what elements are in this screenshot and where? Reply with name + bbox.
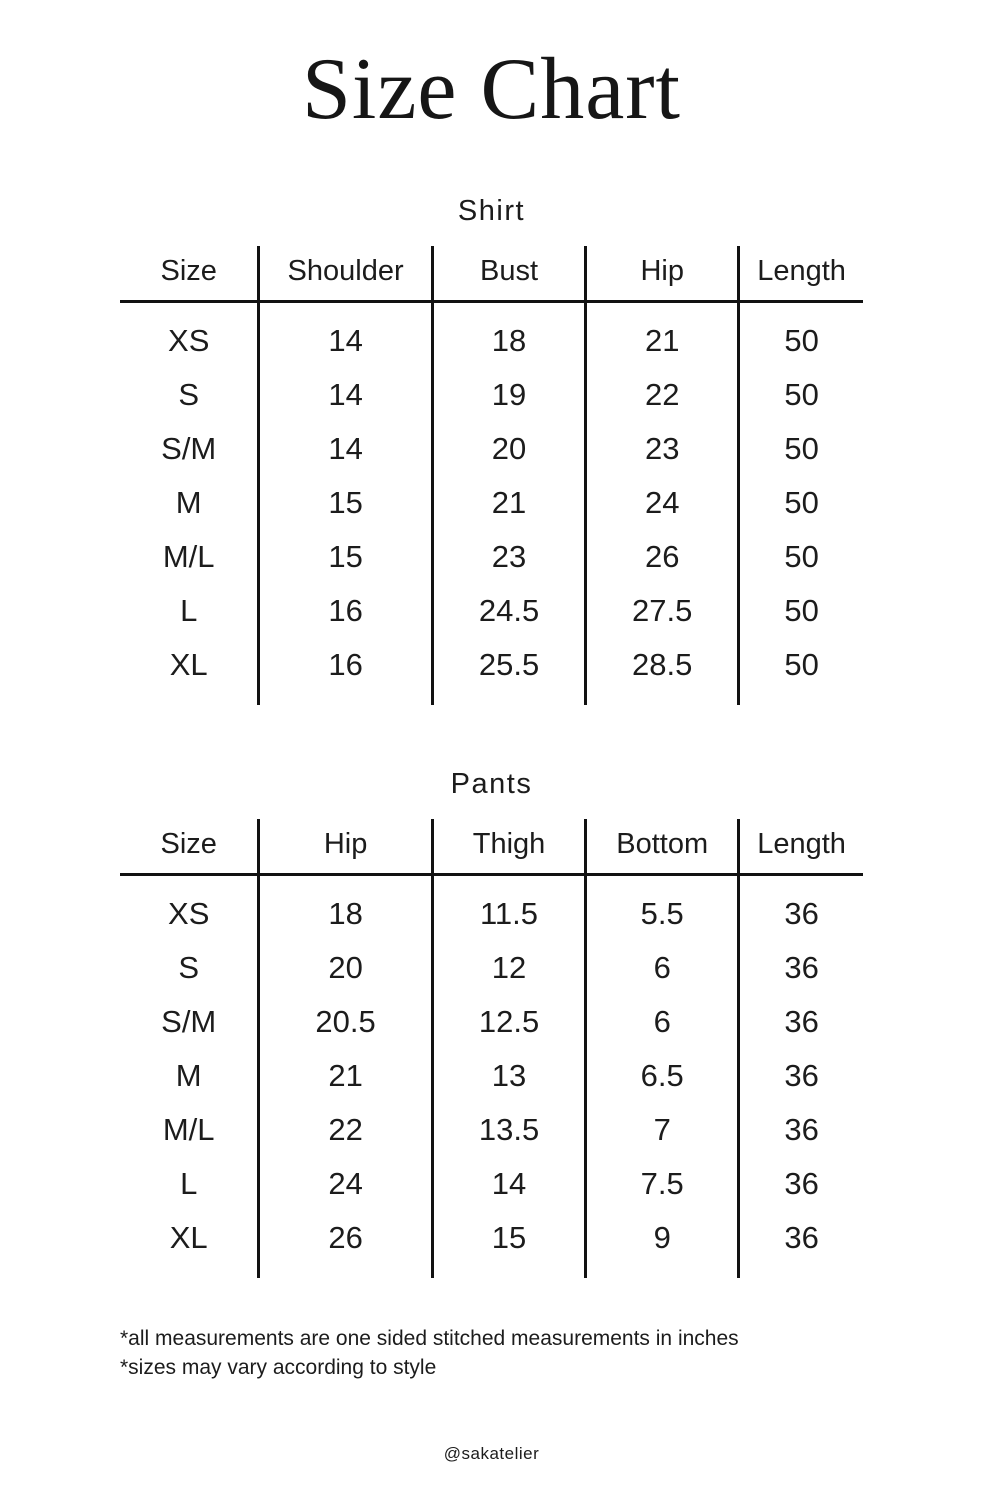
table-row	[120, 476, 863, 530]
table-row	[120, 1157, 863, 1211]
table-cell: 36	[739, 875, 863, 942]
table-cell: S/M	[161, 1004, 217, 1039]
table-cell: 15	[432, 1211, 586, 1278]
table-cell: 24	[586, 476, 739, 530]
column-header: Bust	[432, 246, 586, 302]
table-cell: 7	[586, 1103, 739, 1157]
table-cell: 5.5	[586, 875, 739, 942]
shirt-section-label: Shirt	[457, 195, 526, 227]
table-cell: 36	[739, 1211, 863, 1278]
table-cell: 50	[739, 302, 863, 369]
page-title: Size Chart	[301, 41, 681, 138]
table-cell: 28.5	[586, 638, 739, 705]
table-cell: 50	[739, 638, 863, 705]
table-cell: 27.5	[586, 584, 739, 638]
column-header: Thigh	[432, 819, 586, 875]
table-row	[120, 422, 863, 476]
table-cell: 15	[259, 530, 432, 584]
table-cell: S/M	[161, 431, 217, 466]
column-header: Hip	[259, 819, 432, 875]
table-cell: 24	[259, 1157, 432, 1211]
table-cell: L	[180, 1166, 198, 1201]
table-cell: 14	[259, 368, 432, 422]
table-row	[120, 941, 863, 995]
table-cell: 26	[586, 530, 739, 584]
table-row	[120, 368, 863, 422]
table-cell: 11.5	[432, 875, 586, 942]
table-cell: 14	[432, 1157, 586, 1211]
column-header: Size	[160, 255, 217, 287]
table-row	[120, 638, 863, 705]
table-row	[120, 1103, 863, 1157]
table-cell: 20.5	[259, 995, 432, 1049]
table-cell: 12	[432, 941, 586, 995]
column-header: Size	[160, 828, 217, 860]
column-header: Shoulder	[259, 246, 432, 302]
table-cell: XS	[168, 323, 210, 358]
table-row	[120, 875, 863, 942]
table-cell: 12.5	[432, 995, 586, 1049]
table-cell: XS	[168, 896, 210, 931]
table-cell: M/L	[162, 1112, 215, 1147]
footnotes	[0, 1324, 983, 1382]
table-row	[120, 995, 863, 1049]
footnote-sizes-vary: *sizes may vary according to style	[120, 1356, 437, 1379]
table-cell: 50	[739, 584, 863, 638]
table-cell: 22	[259, 1103, 432, 1157]
table-row	[120, 1049, 863, 1103]
table-cell: 13.5	[432, 1103, 586, 1157]
table-cell: 36	[739, 1103, 863, 1157]
table-cell: S	[178, 950, 200, 985]
header-row	[120, 246, 863, 302]
table-cell: 6	[586, 995, 739, 1049]
table-cell: S	[178, 377, 200, 412]
table-cell: 20	[259, 941, 432, 995]
table-cell: 50	[739, 368, 863, 422]
table-row	[120, 1211, 863, 1278]
table-cell: 21	[432, 476, 586, 530]
table-cell: 13	[432, 1049, 586, 1103]
column-header: Hip	[586, 246, 739, 302]
table-row	[120, 584, 863, 638]
table-cell: 21	[586, 302, 739, 369]
table-cell: M/L	[162, 539, 215, 574]
table-cell: 14	[259, 302, 432, 369]
table-cell: 24.5	[432, 584, 586, 638]
table-cell: 36	[739, 1157, 863, 1211]
table-cell: 23	[586, 422, 739, 476]
table-cell: 36	[739, 995, 863, 1049]
table-cell: 36	[739, 941, 863, 995]
table-row	[120, 530, 863, 584]
table-cell: 50	[739, 422, 863, 476]
pants-section-label: Pants	[450, 768, 533, 800]
header-row	[120, 819, 863, 875]
column-header: Bottom	[586, 819, 739, 875]
table-cell: 23	[432, 530, 586, 584]
table-cell: 22	[586, 368, 739, 422]
table-cell: L	[180, 593, 198, 628]
table-cell: 7.5	[586, 1157, 739, 1211]
table-cell: 9	[586, 1211, 739, 1278]
pants-section	[0, 769, 983, 1278]
table-cell: 26	[259, 1211, 432, 1278]
pants-size-table	[120, 819, 863, 1278]
table-cell: 50	[739, 530, 863, 584]
table-cell: XL	[169, 647, 208, 682]
column-header: Length	[739, 246, 863, 302]
table-cell: M	[175, 1058, 202, 1093]
table-cell: 6	[586, 941, 739, 995]
table-row	[120, 302, 863, 369]
table-cell: 18	[432, 302, 586, 369]
table-cell: 25.5	[432, 638, 586, 705]
table-cell: XL	[169, 1220, 208, 1255]
table-cell: 20	[432, 422, 586, 476]
shirt-size-table	[120, 246, 863, 705]
column-header: Length	[739, 819, 863, 875]
table-cell: 15	[259, 476, 432, 530]
table-cell: 36	[739, 1049, 863, 1103]
table-cell: 50	[739, 476, 863, 530]
table-cell: 18	[259, 875, 432, 942]
footnote-measurements: *all measurements are one sided stitched measurements in inches	[120, 1327, 739, 1350]
social-handle: @sakatelier	[443, 1444, 540, 1463]
table-cell: 16	[259, 584, 432, 638]
table-cell: M	[175, 485, 202, 520]
table-cell: 21	[259, 1049, 432, 1103]
table-cell: 14	[259, 422, 432, 476]
shirt-section	[0, 196, 983, 705]
table-cell: 19	[432, 368, 586, 422]
table-cell: 6.5	[586, 1049, 739, 1103]
table-cell: 16	[259, 638, 432, 705]
